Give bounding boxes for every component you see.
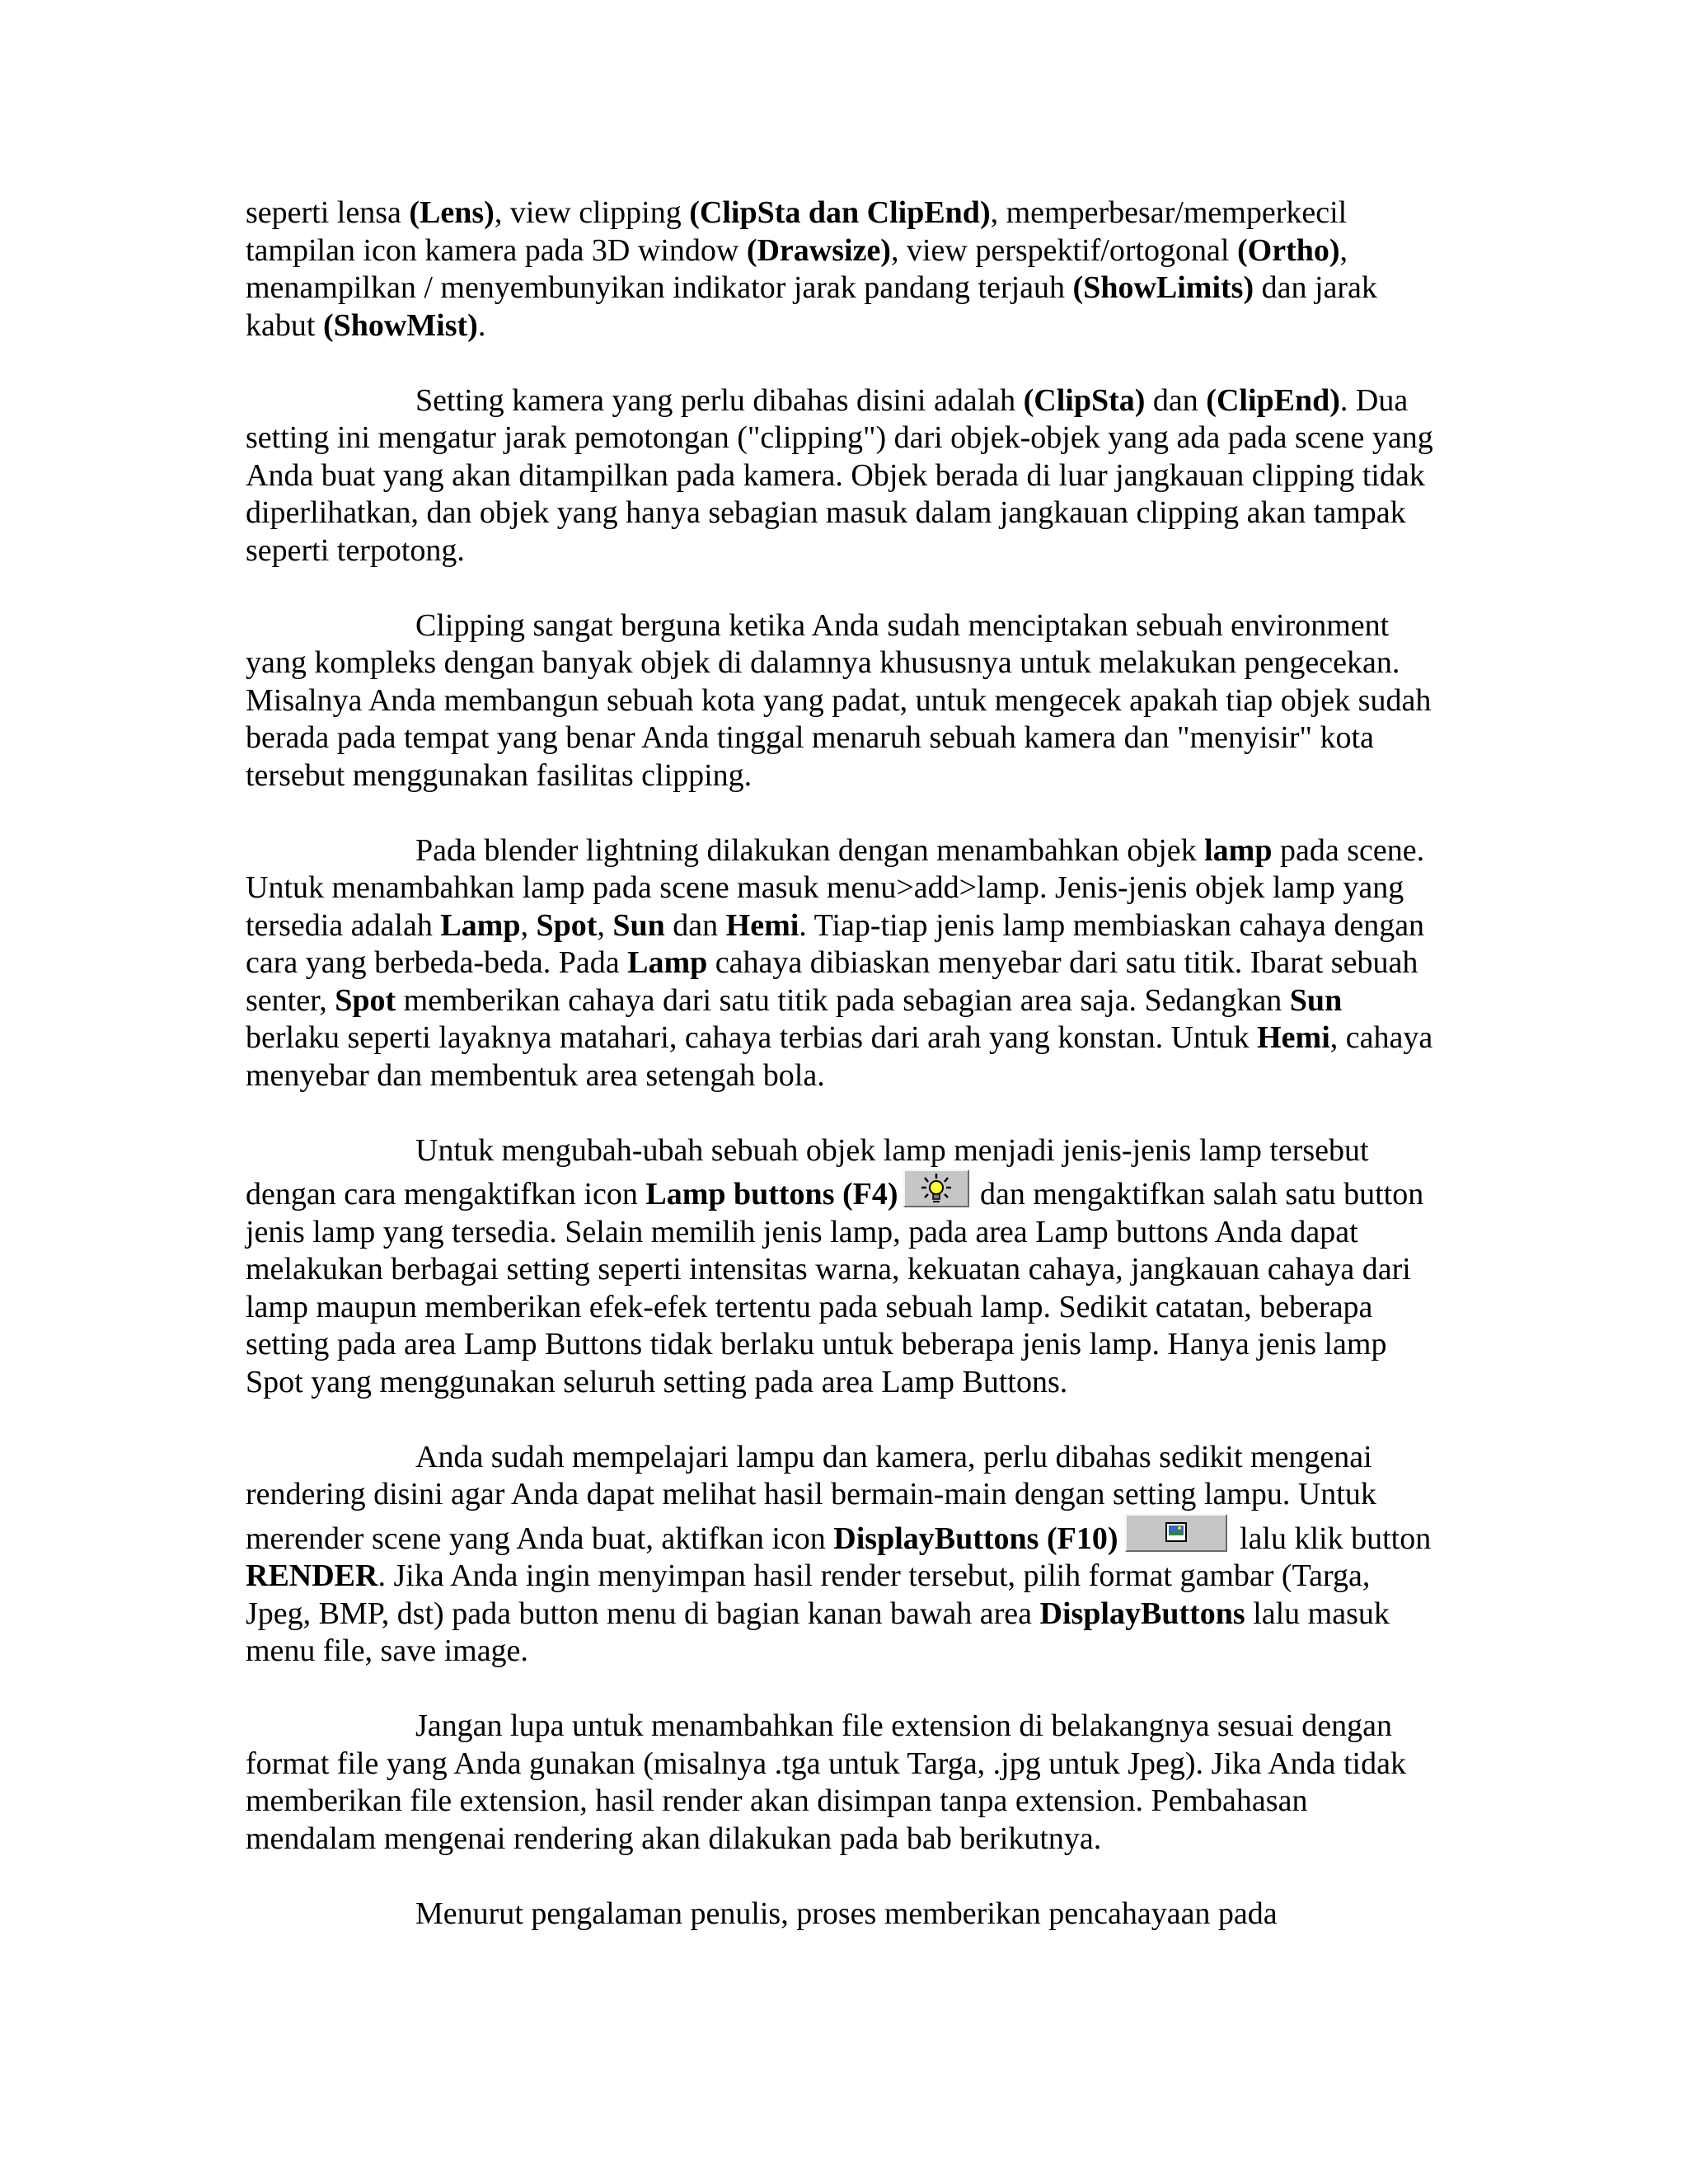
text-run: pada scene. Untuk menambahkan lamp pada scene masuk menu>add>lamp. Jenis-jenis objek lamp yang tersedia adalah [246,832,1425,943]
document-body [246,194,1441,1971]
term-lamp-buttons: Lamp buttons (F4) [645,1177,898,1212]
text-run: , memperbesar/memperkecil tampilan icon kamera pada 3D window [246,195,1348,268]
text-run: memberikan cahaya dari satu titik pada sebagian area saja. Sedangkan [396,982,1290,1018]
text-run: . Jika Anda ingin menyimpan hasil render tersebut, pilih format gambar (Targa, Jpeg, BMP, dst) pada button menu di bagian kanan bawah area [246,1558,1371,1631]
term-showlimits: (ShowLimits) [1072,270,1254,305]
paragraph-lighting-experience [246,1896,1441,1933]
term-sun: Sun [1289,982,1343,1018]
picture-icon [1125,1514,1227,1552]
term-hemi: Hemi [725,907,799,943]
paragraph-camera-settings [246,194,1441,344]
paragraph-file-extension [246,1708,1441,1858]
text-run: berlaku seperti layaknya matahari, cahaya terbias dari arah yang konstan. Untuk [246,1020,1258,1055]
text-run: Untuk mengubah-ubah sebuah objek lamp menjadi jenis-jenis lamp tersebut dengan cara mengaktifkan icon [246,1132,1369,1212]
term-lens: (Lens) [409,195,495,230]
text-run: Setting kamera yang perlu dibahas disini adalah [415,382,1024,418]
paragraph-clipping-usage [246,607,1441,795]
lamp-bulb-icon [903,1169,969,1207]
text-run: , cahaya menyebar dan membentuk area setengah bola. [246,1020,1433,1093]
text-run: Clipping sangat berguna ketika Anda sudah menciptakan sebuah environment yang kompleks dengan banyak objek di dalamnya khususnya untuk melakukan pengecekan. Misalnya Anda membangun sebuah kota yang padat, untuk mengecek apakah tiap objek sudah berada pada tempat yang benar Anda tinggal menaruh sebuah kamera dan "menyisir" kota tersebut menggunakan fasilitas clipping. [246,607,1432,793]
text-run: , view perspektif/ortogonal [890,232,1237,268]
text-run: , [520,907,537,943]
text-run: . [477,307,486,343]
term-display-buttons: DisplayButtons [1039,1596,1245,1631]
term-clipsta: (ClipSta) [1023,382,1146,418]
term-spot: Spot [536,907,598,943]
term-ortho: (Ortho) [1236,232,1340,268]
term-lamp: Lamp [440,907,521,943]
text-run: . Dua setting ini mengatur jarak pemotongan ("clipping") dari objek-objek yang ada pada scene yang Anda buat yang akan ditampilkan pada kamera. Objek berada di luar jangkauan clipping tidak diperlihatkan, dan objek yang hanya sebagian masuk dalam jangkauan clipping akan tampak seperti terpotong. [246,382,1433,568]
term-hemi: Hemi [1257,1020,1330,1055]
text-run: dan [1145,382,1207,418]
text-run: Menurut pengalaman penulis, proses memberikan pencahayaan pada [415,1896,1278,1931]
text-run: lalu masuk menu file, save image. [246,1596,1390,1668]
text-run: cahaya dibiaskan menyebar dari satu titik. Ibarat sebuah senter, [246,945,1418,1018]
text-run: , [597,907,613,943]
term-lamp: lamp [1204,832,1273,868]
text-run: , menampilkan / menyembunyikan indikator jarak pandang terjauh [246,232,1348,305]
term-clipend: (ClipEnd) [1206,382,1340,418]
term-display-buttons: DisplayButtons (F10) [833,1521,1118,1556]
text-run: Anda sudah mempelajari lampu dan kamera, perlu dibahas sedikit mengenai rendering disini agar Anda dapat melihat hasil bermain-main dengan setting lampu. Untuk merender scene yang Anda buat, aktifkan icon [246,1439,1376,1556]
text-run: , view clipping [494,195,690,230]
paragraph-lamp-types [246,832,1441,1095]
paragraph-clipping-settings [246,382,1441,570]
term-showmist: (ShowMist) [322,307,478,343]
text-run: Jangan lupa untuk menambahkan file extension di belakangnya sesuai dengan format file yang Anda gunakan (misalnya .tga untuk Targa, .jpg untuk Jpeg). Jika Anda tidak memberikan file extension, hasil render akan disimpan tanpa extension. Pembahasan mendalam mengenai rendering akan dilakukan pada bab berikutnya. [246,1708,1406,1856]
term-clipsta-clipend: (ClipSta dan ClipEnd) [689,195,991,230]
text-run: dan jarak kabut [246,270,1377,343]
term-render: RENDER [246,1558,378,1593]
text-run: seperti lensa [246,195,410,230]
text-run: dan mengaktifkan salah satu button jenis lamp yang tersedia. Selain memilih jenis lamp, pada area Lamp buttons Anda dapat melakukan berbagai setting seperti intensitas warna, kekuatan cahaya, jangkauan cahaya dari lamp maupun memberikan efek-efek tertentu pada sebuah lamp. Sedikit catatan, beberapa setting pada area Lamp Buttons tidak berlaku untuk beberapa jenis lamp. Hanya jenis lamp Spot yang menggunakan seluruh setting pada area Lamp Buttons. [246,1177,1424,1399]
paragraph-lamp-buttons [246,1132,1441,1402]
term-spot: Spot [335,982,396,1018]
text-run: . Tiap-tiap jenis lamp membiaskan cahaya dengan cara yang berbeda-beda. Pada [246,907,1425,980]
text-run: lalu klik button [1231,1521,1432,1556]
term-sun: Sun [612,907,665,943]
paragraph-rendering [246,1439,1441,1671]
term-lamp: Lamp [627,945,708,980]
term-drawsize: (Drawsize) [746,232,891,268]
text-run: Pada blender lightning dilakukan dengan menambahkan objek [415,832,1205,868]
text-run: dan [664,907,726,943]
